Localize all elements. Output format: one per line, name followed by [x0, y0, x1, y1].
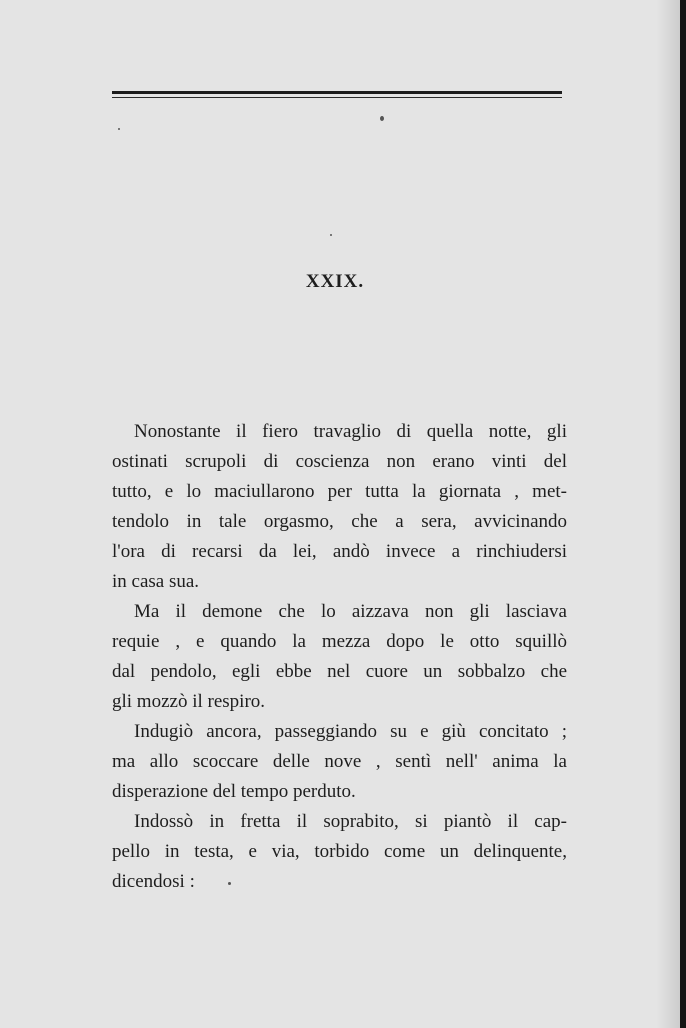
- text-line: gli mozzò il respiro.: [112, 691, 266, 712]
- text-line: Ma il demone che lo aizzava non gli lasciava: [134, 601, 567, 622]
- text-line: tendolo in tale orgasmo, che a sera, avvicinando: [112, 511, 567, 532]
- text-line: in casa sua.: [112, 571, 200, 592]
- text-line: l'ora di recarsi da lei, andò invece a rinchiudersi: [112, 541, 567, 562]
- text-line: Nonostante il fiero travaglio di quella notte, gli: [134, 421, 567, 442]
- binding-shadow: [656, 0, 680, 1028]
- ink-speck: [118, 128, 120, 130]
- text-line: requie , e quando la mezza dopo le otto squillò: [112, 631, 567, 652]
- text-line: dicendosi :: [112, 871, 195, 892]
- text-line: ma allo scoccare delle nove , sentì nell' anima la: [112, 751, 567, 772]
- body-text: [112, 417, 567, 897]
- text-line: tutto, e lo maciullarono per tutta la giornata , met-: [112, 481, 567, 502]
- text-line: Indossò in fretta il soprabito, si piantò il cap-: [134, 811, 567, 832]
- chapter-heading: XXIX.: [305, 271, 365, 292]
- top-rule-thick: [112, 91, 562, 94]
- text-line: pello in testa, e via, torbido come un delinquente,: [112, 841, 567, 862]
- text-line: disperazione del tempo perduto.: [112, 781, 356, 802]
- text-line: dal pendolo, egli ebbe nel cuore un sobbalzo che: [112, 661, 567, 682]
- text-line: Indugiò ancora, passeggiando su e giù concitato ;: [134, 721, 567, 742]
- ink-speck: [380, 116, 384, 121]
- top-rule-thin: [112, 97, 562, 98]
- text-line: ostinati scrupoli di coscienza non erano vinti del: [112, 451, 567, 472]
- binding-edge: [680, 0, 686, 1028]
- ink-speck: [330, 234, 332, 236]
